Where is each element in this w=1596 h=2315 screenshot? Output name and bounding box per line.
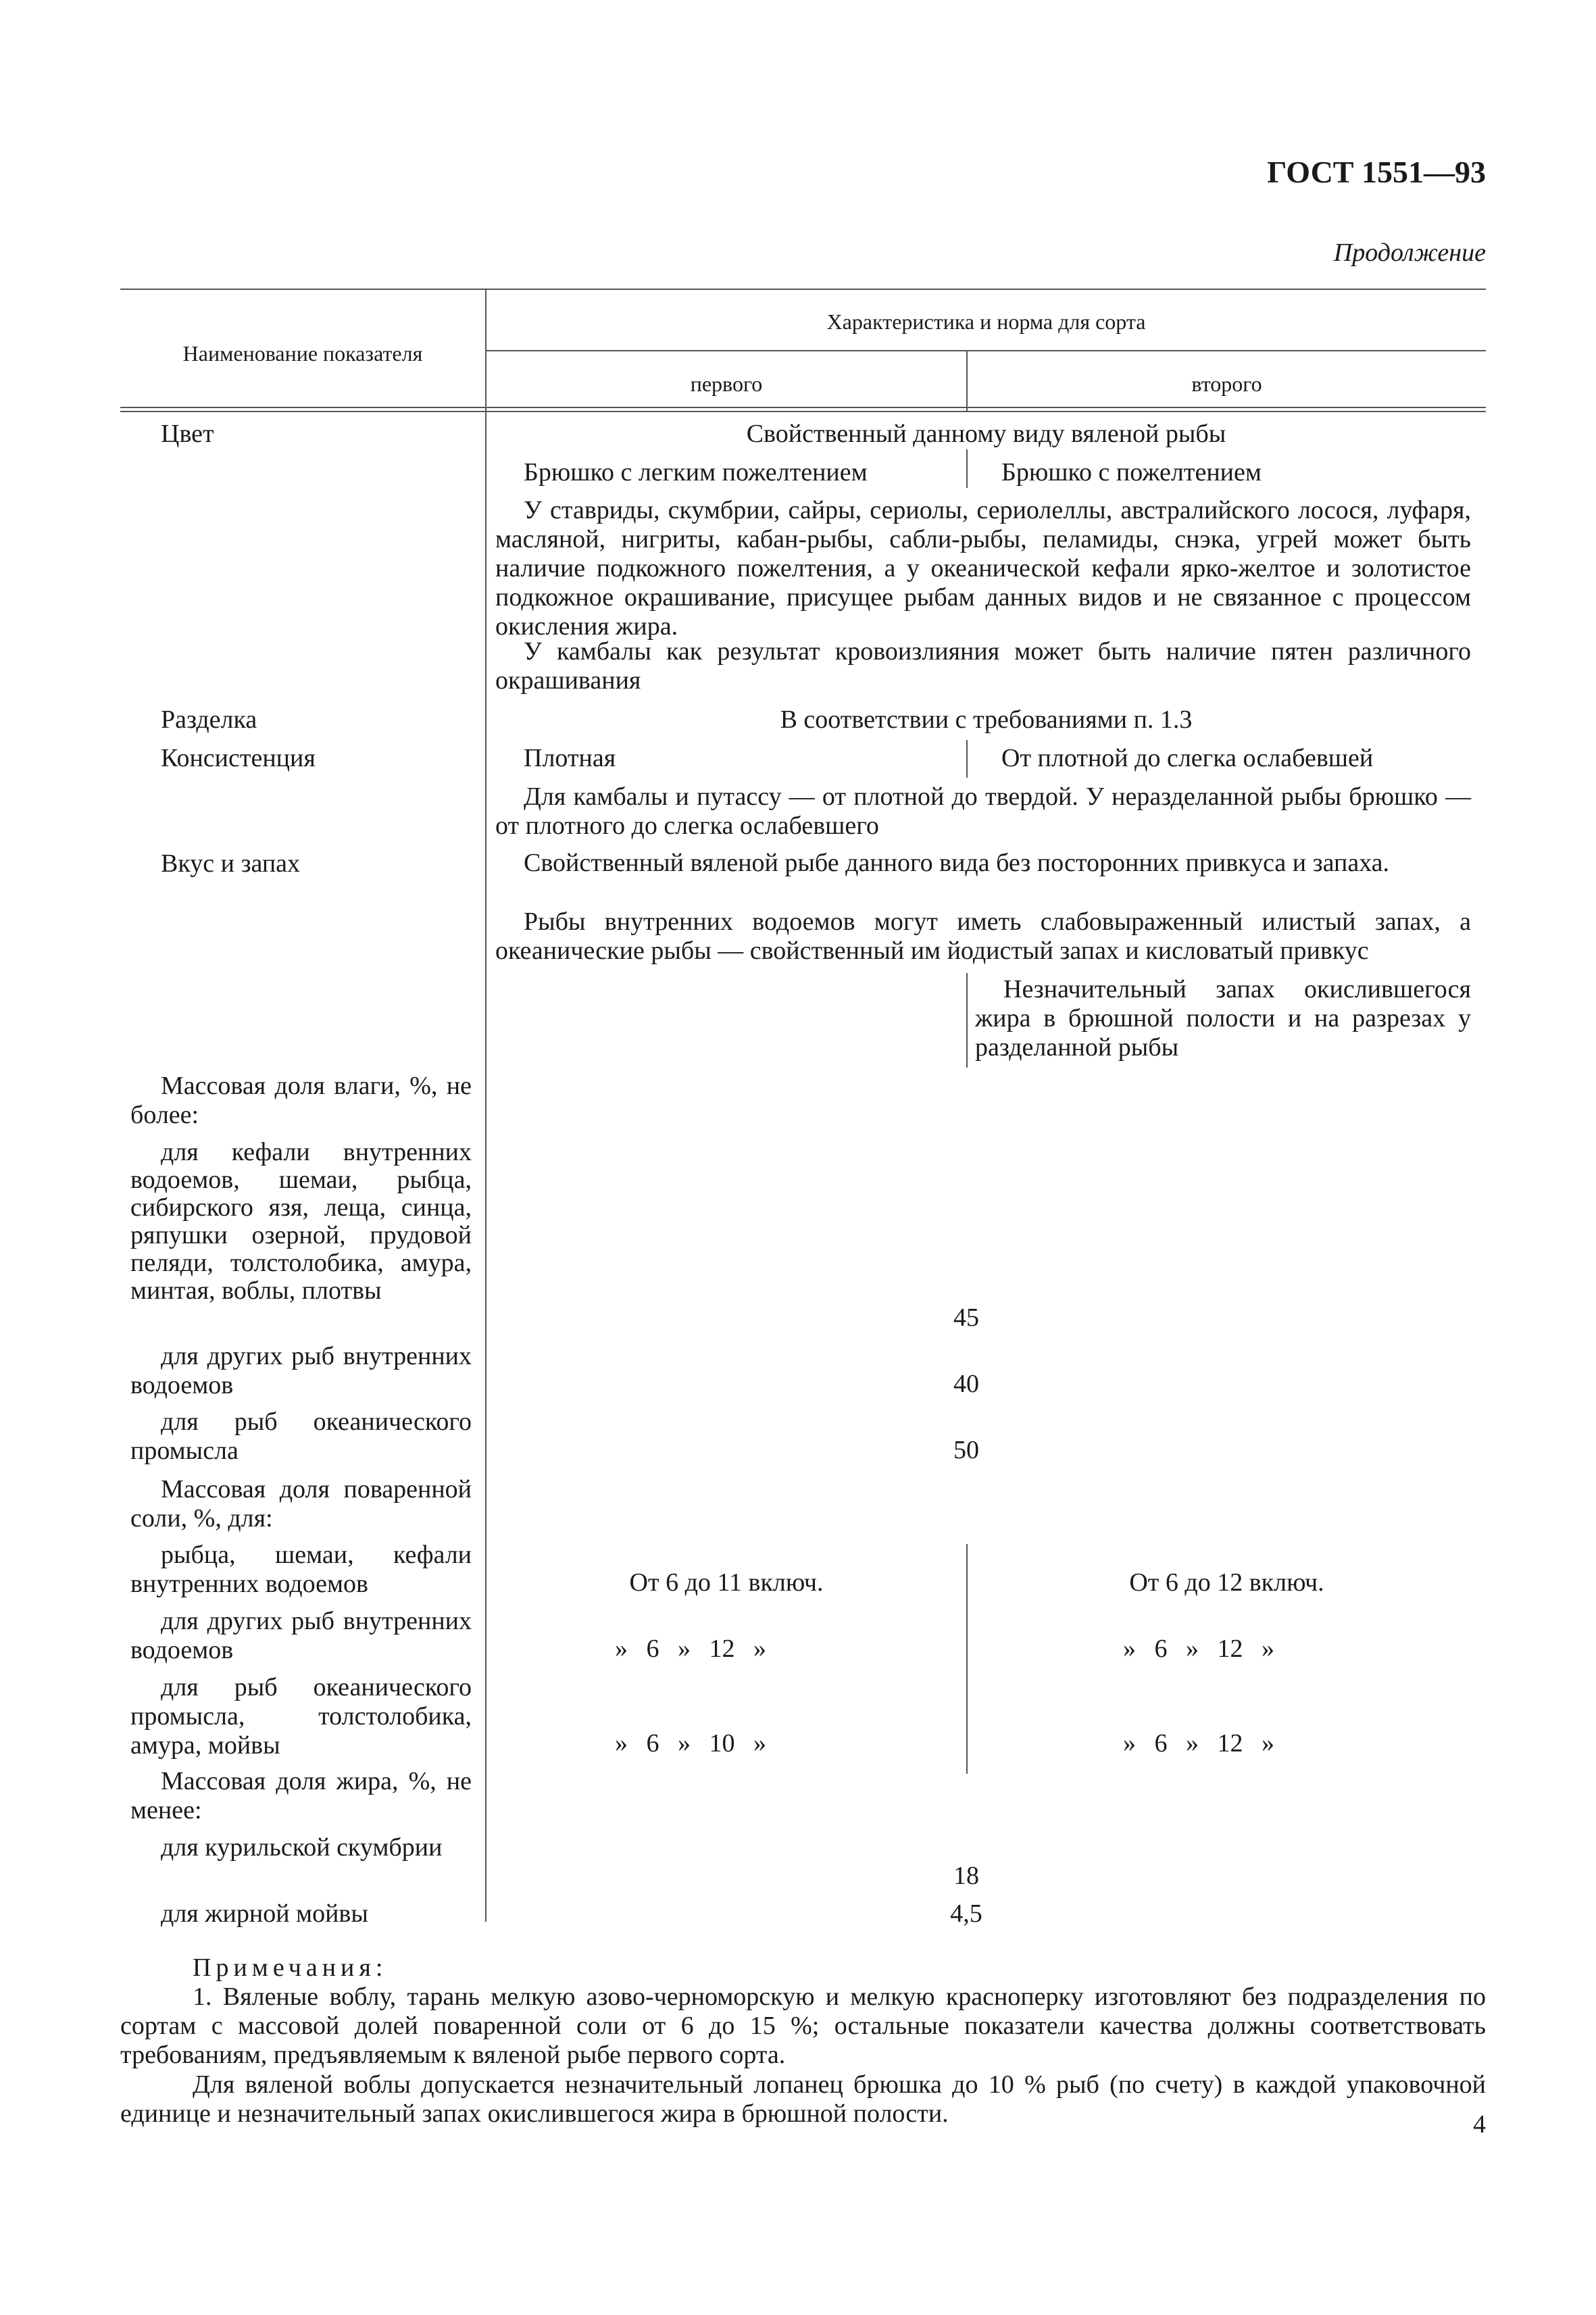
column-header-second-grade: второго — [1191, 372, 1262, 396]
salt-item-first-grade: От 6 до 11 включ. — [629, 1568, 824, 1597]
fat-item-label: для курильской скумбрии — [161, 1833, 443, 1862]
notes-title: Примечания: — [193, 1953, 388, 1982]
moisture-item-value: 45 — [953, 1303, 979, 1332]
table-grade-divider-taste — [966, 973, 968, 1068]
column-header-grade-group: Характеристика и норма для сорта — [826, 309, 1146, 334]
salt-item-label: рыбца, шемаи, кефали внутренних водоемов — [130, 1541, 472, 1598]
moisture-item-value: 50 — [953, 1436, 979, 1464]
color-common-value: Свойственный данному виду вяленой рыбы — [746, 420, 1226, 448]
salt-item-label: для других рыб внутренних водоемов — [130, 1607, 472, 1664]
page-number: 4 — [1473, 2110, 1486, 2139]
color-note-species: У ставриды, скумбрии, сайры, сериолы, сериолеллы, австралийского лосося, луфаря, масляной, нигриты, кабан-рыбы, сабли-рыбы, пеламиды, снэка, угрей может быть наличие подкожного пожелтения, а у океанической кефали ярко-желтое и золотистое подкожное окрашивание, присущее рыбам данных видов и не связанное с процессом окисления жира. — [495, 496, 1471, 641]
note-paragraph: 1. Вяленые воблу, тарань мелкую азово-черноморскую и мелкую красноперку изготовляют без подразделения по сортам с массовой долей поваренной соли от 6 до 15 %; остальные показатели качества должны соответствовать требованиям, предъявляемым к вяленой рыбе первого сорта. — [120, 1983, 1486, 2069]
salt-item-first-grade: » 6 » 12 » — [615, 1635, 766, 1663]
table-name-column-border — [485, 289, 487, 1922]
consistency-note: Для камбалы и путассу — от плотной до твердой. У неразделанной рыбы брюшко — от плотного до слегка ослабевшего — [495, 782, 1471, 840]
fat-item-label: для жирной мойвы — [161, 1899, 368, 1928]
continuation-label: Продолжение — [1333, 239, 1486, 267]
table-header-bottom-rule — [120, 407, 1486, 408]
row-label-consistency: Консистенция — [161, 744, 316, 772]
row-label-moisture: Массовая доля влаги, %, не более: — [130, 1072, 472, 1129]
column-header-indicator-name: Наименование показателя — [182, 341, 423, 366]
color-note-flounder: У камбалы как результат кровоизлияния может быть наличие пятен различного окрашивания — [495, 637, 1471, 695]
table-top-rule — [120, 289, 1486, 290]
color-second-grade-value: Брюшко с пожелтением — [1001, 458, 1262, 487]
table-header-bottom-rule-2 — [120, 411, 1486, 412]
taste-common-value: Свойственный вяленой рыбе данного вида без посторонних привкуса и запаха. — [524, 849, 1390, 877]
moisture-item-label: для рыб океанического промысла — [130, 1408, 472, 1465]
taste-note-origin: Рыбы внутренних водоемов могут иметь слабовыраженный илистый запах, а океанические рыбы — свойственный им йодистый запах и кисловатый привкус — [495, 907, 1471, 965]
row-label-taste: Вкус и запах — [161, 849, 301, 878]
fat-item-value: 4,5 — [950, 1899, 982, 1928]
salt-item-first-grade: » 6 » 10 » — [615, 1729, 766, 1758]
row-label-fat: Массовая доля жира, %, не менее: — [130, 1767, 472, 1824]
note-paragraph: Для вяленой воблы допускается незначительный лопанец брюшка до 10 % рыб (по счету) в каждой упаковочной единице и незначительный запах окислившегося жира в брюшной полости. — [120, 2070, 1486, 2128]
table-grade-divider-consistency — [966, 740, 968, 778]
salt-item-second-grade: » 6 » 12 » — [1123, 1635, 1274, 1663]
column-header-first-grade: первого — [690, 372, 763, 396]
salt-item-second-grade: » 6 » 12 » — [1123, 1729, 1274, 1758]
taste-second-grade-value: Незначительный запах окислившегося жира в брюшной полости и на разрезах у разделанной рыбы — [975, 975, 1471, 1062]
cutting-common-value: В соответствии с требованиями п. 1.3 — [780, 705, 1193, 734]
consistency-first-grade-value: Плотная — [524, 744, 616, 772]
consistency-second-grade-value: От плотной до слегка ослабевшей — [1001, 744, 1374, 772]
row-label-cutting: Разделка — [161, 705, 257, 734]
moisture-item-value: 40 — [953, 1370, 979, 1398]
document-code: ГОСТ 1551—93 — [1267, 155, 1486, 189]
salt-item-second-grade: От 6 до 12 включ. — [1129, 1568, 1324, 1597]
table-grade-divider-color — [966, 449, 968, 488]
fat-item-value: 18 — [953, 1862, 979, 1890]
moisture-item-label: для других рыб внутренних водоемов — [130, 1342, 472, 1399]
table-subheader-rule — [485, 350, 1486, 351]
salt-item-label: для рыб океанического промысла, толстолобика, амура, мойвы — [130, 1673, 472, 1760]
moisture-item-label: для кефали внутренних водоемов, шемаи, рыбца, сибирского язя, леща, синца, ряпушки озерной, прудовой пеляди, толстолобика, амура, минтая, воблы, плотвы — [130, 1138, 472, 1305]
row-label-color: Цвет — [161, 420, 214, 448]
row-label-salt: Массовая доля поваренной соли, %, для: — [130, 1475, 472, 1533]
color-first-grade-value: Брюшко с легким пожелтением — [524, 458, 868, 487]
